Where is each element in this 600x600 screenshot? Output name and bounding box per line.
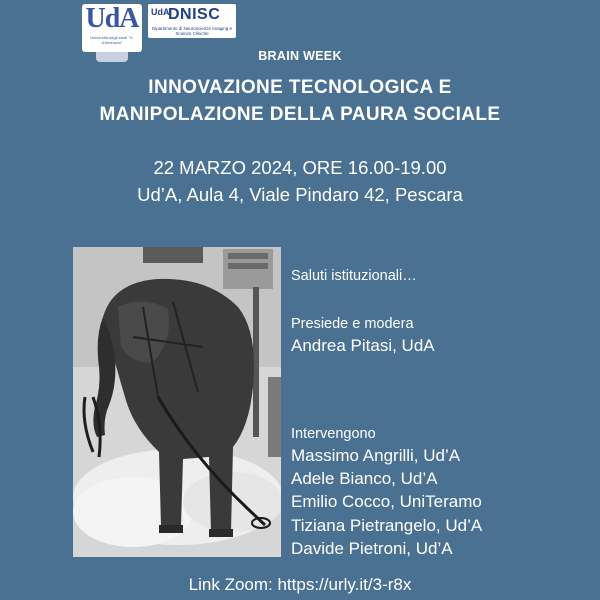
speaker-item: Davide Pietroni, Ud’A: [291, 538, 453, 558]
chair-label: Presiede e modera: [291, 316, 414, 332]
event-date-time: 22 MARZO 2024, ORE 16.00-19.00: [153, 157, 447, 178]
elephant-photo-image: [73, 247, 281, 557]
event-title: [0, 74, 600, 128]
event-title-line-2: MANIPOLAZIONE DELLA PAURA SOCIALE: [99, 104, 501, 125]
dnisc-logo: [148, 4, 236, 38]
speaker-item: Adele Bianco, Ud’A: [291, 469, 438, 489]
speakers-label: Intervengono: [291, 426, 376, 442]
uda-logo-word: UdA: [85, 3, 139, 34]
dnisc-logo-subtitle: Dipartimento di Neuroscienze Imaging e Scienze Cliniche: [151, 26, 233, 36]
speaker-item: Emilio Cocco, UniTeramo: [291, 492, 482, 512]
chair-name: Andrea Pitasi, UdA: [291, 336, 435, 355]
greetings-text: Saluti istituzionali…: [291, 268, 417, 284]
dnisc-logo-mark: UdA: [151, 7, 170, 17]
uda-logo: [82, 4, 142, 52]
uda-logo-subtitle: Università degli studi "G. d'Annunzio": [90, 35, 134, 45]
zoom-link[interactable]: Link Zoom: https://urly.it/3-r8x: [188, 575, 412, 594]
event-pretitle: BRAIN WEEK: [258, 49, 342, 63]
speaker-item: Massimo Angrilli, Ud’A: [291, 446, 461, 465]
speaker-item: Tiziana Pietrangelo, Ud’A: [291, 515, 483, 535]
speakers-list: [291, 444, 482, 560]
dnisc-logo-word: DNISC: [168, 6, 221, 23]
elephant-photo: [73, 247, 281, 557]
event-venue: Ud’A, Aula 4, Viale Pindaro 42, Pescara: [137, 184, 463, 205]
event-title-line-1: INNOVAZIONE TECNOLOGICA E: [148, 77, 452, 98]
